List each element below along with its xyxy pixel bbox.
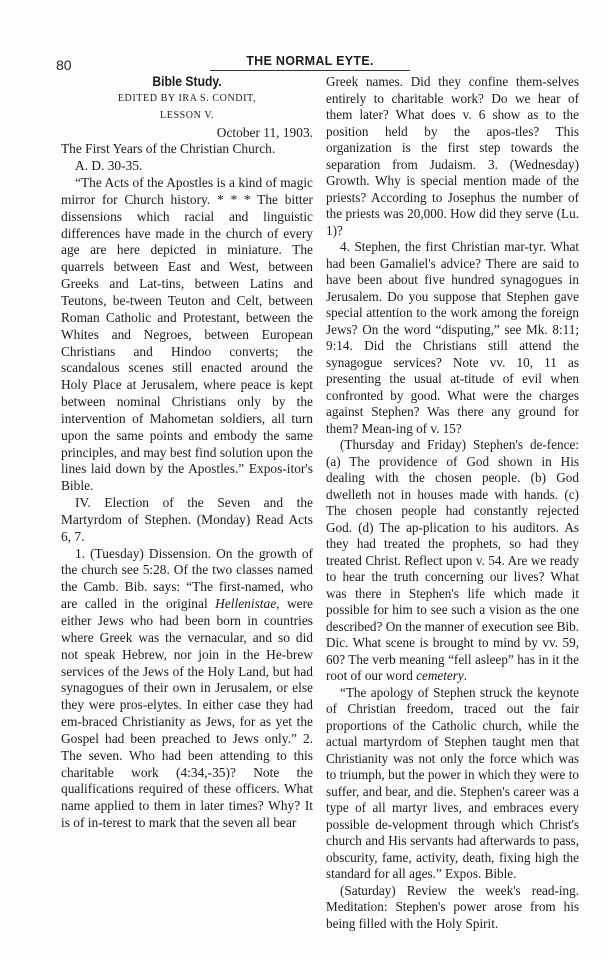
right-column: [326, 74, 579, 932]
section-iv: IV. Election of the Seven and the Martyrdom of Stephen. (Monday) Read Acts 6, 7.: [61, 495, 313, 544]
left-column: [61, 74, 313, 832]
cemetery-term: cemetery: [416, 668, 464, 683]
expositor-quote: “The Acts of the Apostles is a kind of magic mirror for Church history. * * * The bitter dissensions which racial and linguistic differences have made in the church of every age are here depicted in miniature. The quarrels between East and West, between Greeks and Lat-tins, between Latins and Teutons, be-tween Teuton and Celt, between Roman Catholic and Protestant, between the Whites and Negroes, between European Christians and Hindoo converts; the scandalous scenes still enacted around the Holy Place at Jerusalem, where peace is kept between nominal Christians only by the intervention of Mahometan soldiers, all turn upon the same points and embody the same principles, and may best find solution upon the lines laid down by the Apostles.” Expos-itor's Bible.: [61, 175, 313, 494]
lesson-years: A. D. 30-35.: [75, 158, 143, 174]
lesson-label: LESSON V.: [160, 109, 214, 121]
thursday-friday-paragraph: (Thursday and Friday) Stephen's de-fence: (a) The providence of God shown in His dealing with the chosen people. (b) God dwelleth not in houses made with hands. (c) The chosen people had constantly rejected God. (d) The ap-plication to his auditors. As they had treated the prophets, so had they treated Christ. Reflect upon v. 54. Are we ready to hear the truth concerning our lives? What was there in Stephen's life which made it possible for him to see such a vision as the one described? On the manner of execution see Bib. Dic. What scene is brought to mind by vv. 59, 60? The verb meaning “fell asleep” has in it the root of our word cemetery.: [326, 437, 579, 683]
page-number: 80: [56, 57, 72, 73]
item-4-stephen: 4. Stephen, the first Christian mar-tyr. What had been Gamaliel's advice? There are said to have been about five hundred synagogues in Jerusalem. Do you suppose that Stephen gave special attention to the work among the foreign Jews? On the word “disputing,” see Mk. 8:11; 9:14. Did the Christians still attend the synagogue services? Note vv. 10, 11 as presenting the usual at-titude of evil when confronted by good. What were the charges against Stephen? Was there any ground for them? Mean-ing of v. 15?: [326, 239, 579, 436]
saturday-paragraph: (Saturday) Review the week's read-ing. Meditation: Stephen's power arose from his being filled with the Holy Spirit.: [326, 882, 579, 931]
continuation-paragraph: Greek names. Did they confine them-selves entirely to charitable work? Do we hear of them later? What does v. 6 show as to the position held by the apos-tles? This organization is the first step towards the separation from Judaism. 3. (Wednesday) Growth. Why is special mention made of the priests? According to Josephus the number of the priests was 20,000. How did they serve (Lu. 1)?: [326, 74, 579, 238]
lesson-date: October 11, 1903.: [216, 124, 313, 140]
lesson-subject: The First Years of the Christian Church.: [61, 141, 276, 157]
item-1-dissension: 1. (Tuesday) Dissension. On the growth of the church see 5:28. Of the two classes named the Camb. Bib. says: “The first-named, who are called in the original Hellenistae, were either Jews who had been born in countries where Greek was the vernacular, and so did not speak Hebrew, nor join in the He-brew services of the Jews of the Holy Land, but had synagogues of their own in Jerusalem, or else they were pros-elytes. In either case they had em-braced Christianity as Jews, for as yet the Gospel had been preached to Jews only.” 2. The seven. Who had been attending to this charitable work (4:34,-35)? Note the qualifications required of these officers. What name applied to them in later times? Why? It is of in-terest to mark that the seven all bear: [61, 545, 313, 831]
article-title: Bible Study.: [152, 74, 222, 89]
apology-quote: “The apology of Stephen struck the keynote of Christian freedom, traced out the fair proportions of the Catholic church, while the actual martyrdom of Stephen taught men that Christianity was not only the force which was to triumph, but the power in which they were to suffer, and bear, and die. Stephen's career was a type of all martyr lives, and embraces every possible de-velopment through which Christ's church and His servants had afterwards to pass, obscurity, fame, activity, death, fixing high the standard for all ages.” Expos. Bible.: [326, 684, 579, 881]
hellenistae-term: Hellenistae: [215, 596, 277, 612]
byline: EDITED BY IRA S. CONDIT,: [117, 92, 257, 104]
running-head: THE NORMAL EYTE.: [210, 54, 410, 71]
